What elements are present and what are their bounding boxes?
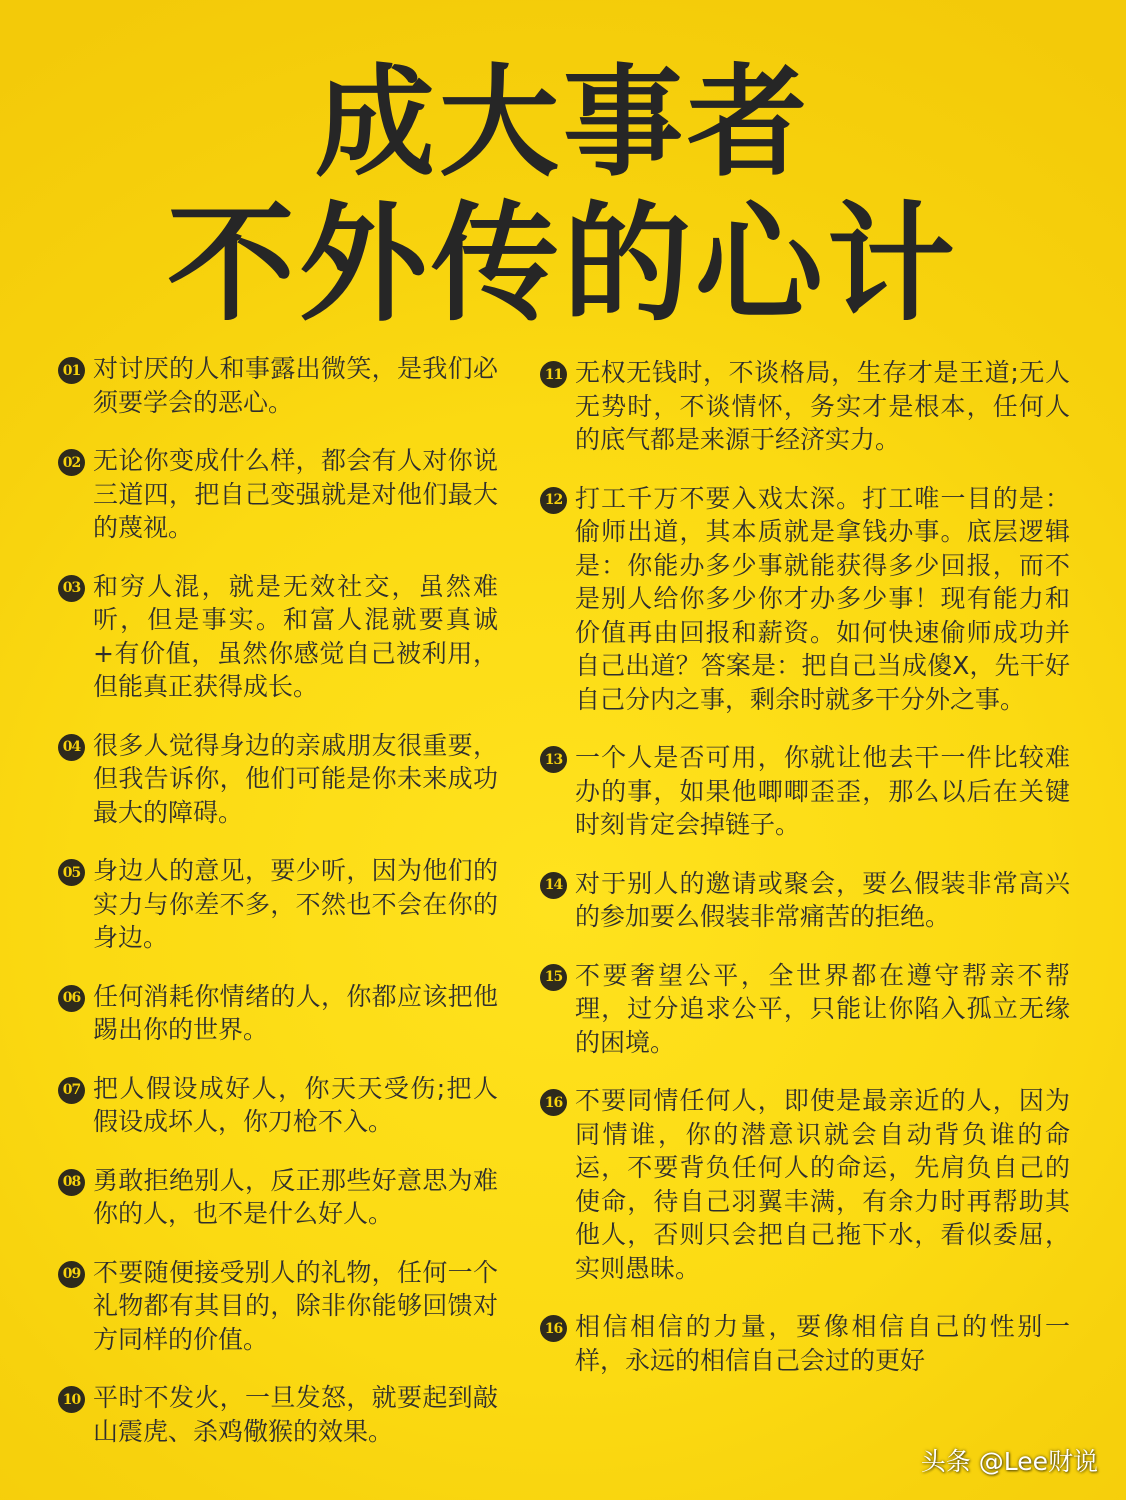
item-text: 对讨厌的人和事露出微笑，是我们必须要学会的恶心。: [93, 354, 498, 417]
item-text: 和穷人混，就是无效社交，虽然难听，但是事实。和富人混就要真诚+有价值，虽然你感觉自己被利用，但能真正获得成长。: [93, 571, 498, 701]
item-number-badge: 10: [58, 1386, 85, 1413]
list-item: [540, 959, 1070, 1060]
list-item: [58, 1072, 498, 1139]
item-number-badge: 04: [58, 734, 85, 761]
item-number-badge: 08: [58, 1169, 85, 1196]
list-item: [540, 867, 1070, 934]
list-item: [58, 1256, 498, 1357]
page-title-line-2: 不外传的心计: [166, 190, 959, 339]
item-text: 一个人是否可用，你就让他去干一件比较难办的事，如果他唧唧歪歪，那么以后在关键时刻肯定会掉链子。: [575, 743, 1070, 839]
item-number-badge: 01: [58, 357, 85, 384]
page-title-line-1: 成大事者: [315, 54, 811, 193]
item-text: 把人假设成好人，你天天受伤;把人假设成坏人，你刀枪不入。: [93, 1073, 498, 1136]
item-number-badge: 16: [540, 1089, 567, 1116]
item-text: 平时不发火，一旦发怒，就要起到敲山震虎、杀鸡儆猴的效果。: [93, 1383, 498, 1446]
list-item: [540, 1310, 1070, 1377]
list-item: [58, 729, 498, 830]
left-column-list: [58, 352, 498, 1473]
list-item: [58, 1164, 498, 1231]
list-item: [58, 854, 498, 955]
list-item: [58, 352, 498, 419]
right-column-list: [540, 356, 1070, 1402]
list-item: [58, 444, 498, 545]
item-text: 勇敢拒绝别人，反正那些好意思为难你的人，也不是什么好人。: [93, 1165, 498, 1228]
item-number-badge: 02: [58, 449, 85, 476]
list-item: [540, 1084, 1070, 1285]
item-number-badge: 15: [540, 964, 567, 991]
item-number-badge: 06: [58, 985, 85, 1012]
item-text: 任何消耗你情绪的人，你都应该把他踢出你的世界。: [93, 981, 498, 1044]
item-text: 不要奢望公平，全世界都在遵守帮亲不帮理，过分追求公平，只能让你陷入孤立无缘的困境。: [575, 960, 1070, 1057]
list-item: [540, 356, 1070, 457]
item-text: 相信相信的力量，要像相信自己的性别一样，永远的相信自己会过的更好: [575, 1312, 1070, 1375]
item-number-badge: 05: [58, 859, 85, 886]
list-item: [540, 482, 1070, 717]
item-number-badge: 09: [58, 1261, 85, 1288]
source-watermark: 头条 @Lee财说: [920, 1447, 1098, 1476]
item-number-badge: 13: [540, 746, 567, 773]
item-text: 打工千万不要入戏太深。打工唯一目的是：偷师出道，其本质就是拿钱办事。底层逻辑是：你能办多少事就能获得多少回报，而不是别人给你多少你才办多少事！现有能力和价值再由回报和薪资。如何快速偷师成功并自己出道？答案是：把自己当成傻X，先干好自己分内之事，剩余时就多干分外之事。: [575, 483, 1070, 714]
item-text: 无论你变成什么样，都会有人对你说三道四，把自己变强就是对他们最大的蔑视。: [93, 446, 498, 542]
item-number-badge: 11: [540, 361, 567, 388]
item-number-badge: 03: [58, 575, 85, 602]
list-item: [58, 1381, 498, 1448]
item-text: 对于别人的邀请或聚会，要么假装非常高兴的参加要么假装非常痛苦的拒绝。: [575, 868, 1070, 931]
item-text: 很多人觉得身边的亲戚朋友很重要，但我告诉你，他们可能是你未来成功最大的障碍。: [93, 730, 498, 827]
item-text: 无权无钱时，不谈格局，生存才是王道;无人无势时，不谈情怀，务实才是根本，任何人的底气都是来源于经济实力。: [575, 358, 1070, 454]
item-text: 身边人的意见，要少听，因为他们的实力与你差不多，不然也不会在你的身边。: [93, 856, 498, 952]
item-number-badge: 14: [540, 872, 567, 899]
item-text: 不要同情任何人，即使是最亲近的人，因为同情谁，你的潜意识就会自动背负谁的命运，不要背负任何人的命运，先肩负自己的使命，待自己羽翼丰满，有余力时再帮助其他人，否则只会把自己拖下水，看似委屈，实则愚昧。: [575, 1086, 1070, 1283]
item-text: 不要随便接受别人的礼物，任何一个礼物都有其目的，除非你能够回馈对方同样的价值。: [93, 1257, 498, 1354]
item-number-badge: 12: [540, 487, 567, 514]
list-item: [58, 570, 498, 704]
list-item: [58, 980, 498, 1047]
list-item: [540, 741, 1070, 842]
item-number-badge: 16: [540, 1315, 567, 1342]
item-number-badge: 07: [58, 1077, 85, 1104]
